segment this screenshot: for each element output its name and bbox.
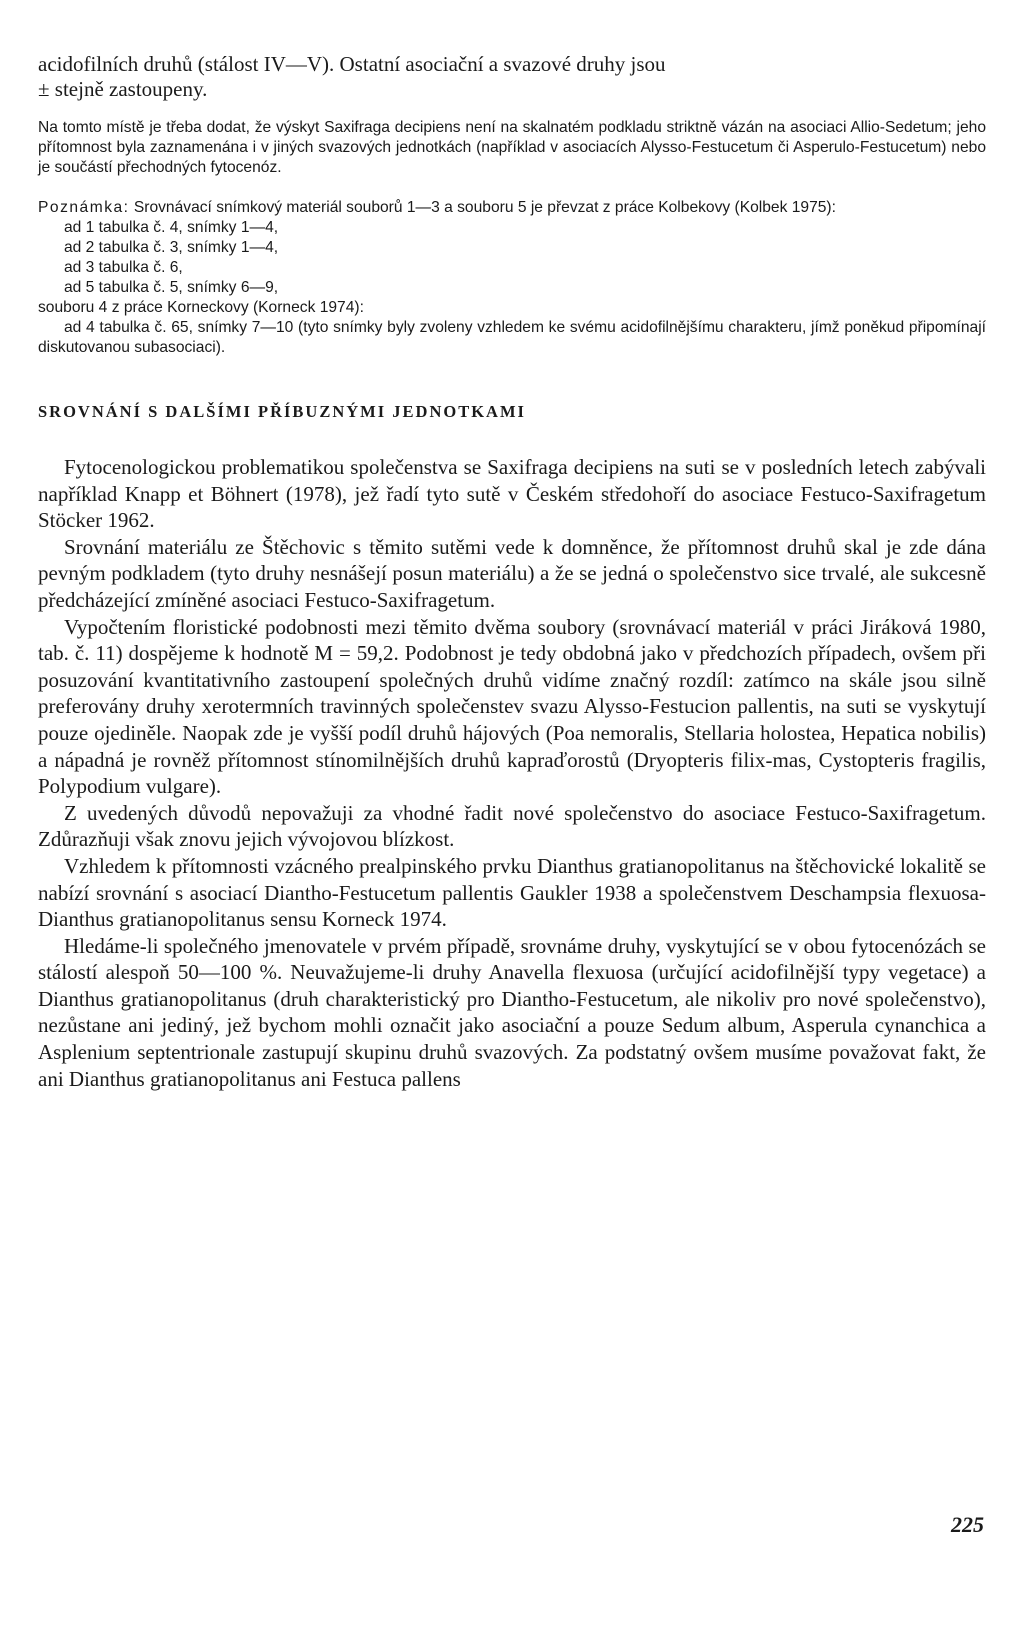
- body-paragraph: Vzhledem k přítomnosti vzácného prealpinského prvku Dianthus gratianopolitanus na štěchovické lokalitě se nabízí srovnání s asociací Diantho-Festucetum pallentis Gaukler 1938 a společenstvem Deschampsia flexuosa-Dianthus gratianopolitanus sensu Korneck 1974.: [38, 853, 986, 932]
- page-content: [38, 52, 986, 1092]
- body-paragraph: Hledáme-li společného jmenovatele v prvém případě, srovnáme druhy, vyskytující se v obou fytocenózách se stálostí alespoň 50—100 %. Neuvažujeme-li druhy Anavella flexuosa (určující acidofilnější typy vegetace) a Dianthus gratianopolitanus (druh charakteristický pro Diantho-Festucetum, ale nikoliv pro nové společenstvo), nezůstane ani jediný, jež bychom mohli označit jako asociační a pouze Sedum album, Asperula cynanchica a Asplenium septentrionale zastupují skupinu druhů svazových. Za podstatný ovšem musíme považovat fakt, že ani Dianthus gratianopolitanus ani Festuca pallens: [38, 933, 986, 1091]
- poznamka-item-2: ad 4 tabulka č. 65, snímky 7—10 (tyto snímky byly zvoleny vzhledem ke svému acidofilnějšímu charakteru, jímž poněkud připomínají diskutovanou subasociaci).: [38, 319, 986, 356]
- poznamka-item: ad 5 tabulka č. 5, snímky 6—9,: [64, 279, 279, 296]
- body-text: [38, 454, 986, 1092]
- poznamka-item: ad 2 tabulka č. 3, snímky 1—4,: [64, 239, 279, 256]
- poznamka-item: ad 1 tabulka č. 4, snímky 1—4,: [64, 219, 279, 236]
- body-paragraph: Vypočtením floristické podobnosti mezi těmito dvěma soubory (srovnávací materiál v práci Jiráková 1980, tab. č. 11) dospějeme k hodnotě M = 59,2. Podobnost je tedy obdobná jako v předchozích případech, ovšem při posuzování kvantitativního zastoupení společných druhů vidíme značný rozdíl: zatímco na skále jsou silně preferovány druhy xerotermních travinných společenstev svazu Alysso-Festucion pallentis, na suti se vyskytují pouze ojediněle. Naopak zde je vyšší podíl druhů hájových (Poa nemoralis, Stellaria holostea, Hepatica nobilis) a nápadná je rovněž přítomnost stínomilnějších druhů kapraďorostů (Dryopteris filix-mas, Cystopteris fragilis, Polypodium vulgare).: [38, 614, 986, 799]
- body-paragraph: Fytocenologickou problematikou společenstva se Saxifraga decipiens na suti se v posledních letech zabývali například Knapp et Böhnert (1978), jež řadí tyto sutě v Českém středohoří do asociace Festuco-Saxifragetum Stöcker 1962.: [38, 455, 986, 533]
- section-heading: SROVNÁNÍ S DALŠÍMI PŘÍBUZNÝMI JEDNOTKAMI: [38, 402, 526, 421]
- body-paragraph: Z uvedených důvodů nepovažuji za vhodné řadit nové společenstvo do asociace Festuco-Saxifragetum. Zdůrazňuji však znovu jejich vývojovou blízkost.: [38, 800, 986, 852]
- intro-line-2: ± stejně zastoupeny.: [38, 77, 208, 101]
- intro-block: [38, 52, 986, 102]
- poznamka-text-2: souboru 4 z práce Korneckovy (Korneck 1974):: [38, 299, 364, 316]
- body-paragraph: Srovnání materiálu ze Štěchovic s těmito sutěmi vede k domněnce, že přítomnost druhů skal je zde dána pevným podkladem (tyto druhy nesnášejí posun materiálu) a že se jedná o společenstvo sice trvalé, ale sukcesně předcházející zmíněné asociaci Festuco-Saxifragetum.: [38, 534, 986, 612]
- poznamka-text-1: Srovnávací snímkový materiál souborů 1—3 a souboru 5 je převzat z práce Kolbekovy (Kolbek 1975):: [133, 199, 836, 216]
- note-paragraph: Na tomto místě je třeba dodat, že výskyt Saxifraga decipiens není na skalnatém podkladu striktně vázán na asociaci Allio-Sedetum; jeho přítomnost byla zaznamenána i v jiných svazových jednotkách (například v asociacích Alysso-Festucetum či Asperulo-Festucetum) nebo je součástí přechodných fytocenóz.: [38, 119, 986, 176]
- intro-line-1: acidofilních druhů (stálost IV—V). Ostatní asociační a svazové druhy jsou: [38, 52, 666, 76]
- poznamka-block: [38, 198, 986, 358]
- poznamka-label: Poznámka:: [38, 199, 130, 216]
- poznamka-item: ad 3 tabulka č. 6,: [64, 259, 183, 276]
- page-number: 225: [951, 1512, 984, 1537]
